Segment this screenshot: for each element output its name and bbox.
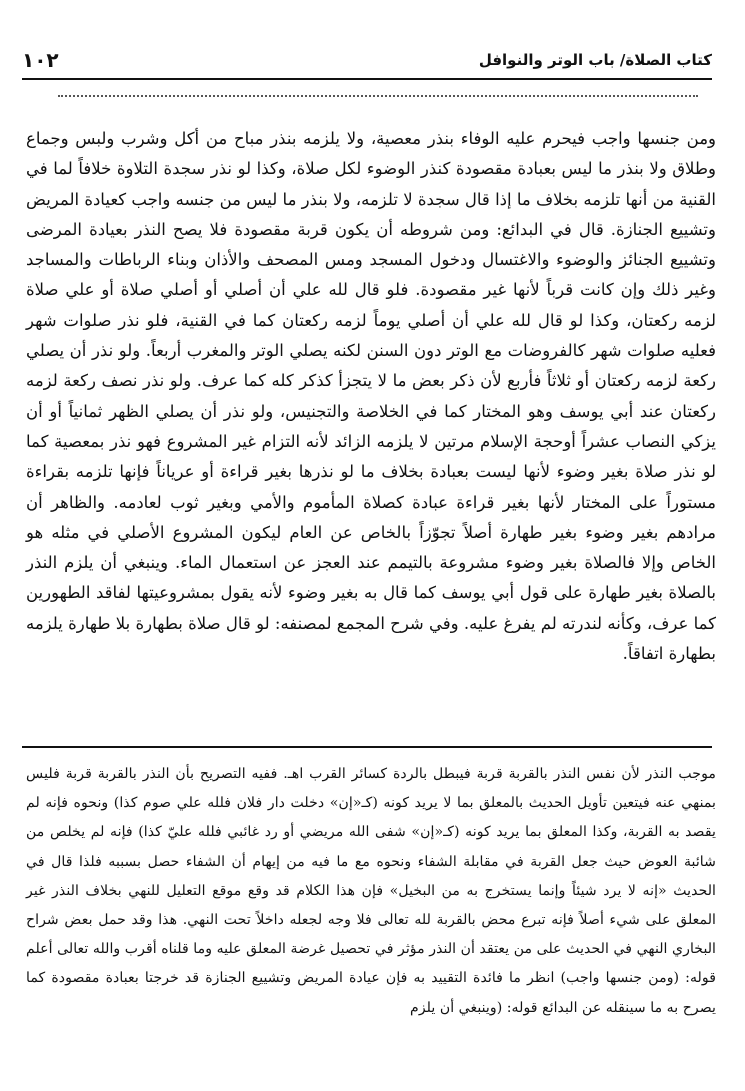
footnote-section: [26, 760, 716, 1023]
dotted-separator: [58, 95, 698, 97]
footnote-rule: [22, 746, 712, 748]
header-rule: [22, 78, 712, 80]
footnote-paragraph: موجب النذر لأن نفس النذر بالقربة قربة فيبطل بالردة كسائر القرب اهـ. ففيه التصريح بأن النذر بالقربة قربة فليس بمنهي عنه فيتعين تأويل الحديث بالمعلق بما لا يريد كونه (كـ«إن» دخلت دار فلان فلله علي صوم كذا) ونحوه فإنه لم يقصد به القربة، وكذا المعلق بما يريد كونه (كـ«إن» شفى الله مريضي أو رد غائبي فلله عليّ كذا) فإنه لم يخلص من شائبة العوض حيث جعل القربة في مقابلة الشفاء ونحوه مع ما فيه من إيهام أن الشفاء حصل بسببه فلذا قال في الحديث «إنه لا يرد شيئاً وإنما يستخرج به من البخيل» فإن هذا الكلام قد وقع موقع التعليل للنهي بخلاف النذر غير المعلق على شيء أصلاً فإنه تبرع محض بالقربة لله تعالى فلا وجه لجعله داخلاً تحت النهي. هذا وقد حمل بعض شراح البخاري النهي في الحديث على من يعتقد أن النذر مؤثر في تحصيل غرضة المعلق عليه وما قلناه أقرب والله تعالى أعلم قوله: (ومن جنسها واجب) انظر ما فائدة التقييد به فإن عيادة المريض وتشييع الجنازة قد خرجتا بعبادة مقصودة كما يصرح به ما سينقله عن البدائع قوله: (وينبغي أن يلزم: [26, 766, 716, 1016]
page-number: ١٠٢: [22, 48, 59, 72]
main-paragraph: ومن جنسها واجب فيحرم عليه الوفاء بنذر معصية، ولا يلزمه بنذر مباح من أكل وشرب ولبس وجماع وطلاق ولا بنذر ما ليس بعبادة مقصودة كنذر الوضوء لكل صلاة، وكذا لو نذر سجدة التلاوة خلافاً لما في القنية من أنها تلزمه بخلاف ما إذا قال سجدة لا تلزمه، ولا بنذر ما ليس من جنسه واجب كعيادة المريض وتشييع الجنازة. قال في البدائع: ومن شروطه أن يكون قربة مقصودة فلا يصح النذر بعيادة المرضى وتشييع الجنائز والوضوء والاغتسال ودخول المسجد ومس المصحف والأذان وبناء الرباطات والمساجد وغير ذلك وإن كانت قرباً لأنها غير مقصودة. فلو قال لله علي أن أصلي أو أصلي صلاة أو علي صلاة لزمه ركعتان، وكذا لو قال لله علي أن أصلي يوماً لزمه ركعتان كما في القنية، فلو نذر صلوات شهر فعليه صلوات شهر كالفروضات مع الوتر دون السنن لكنه يصلي الوتر والمغرب أربعاً. ولو نذر أن يصلي ركعة لزمه ركعتان أو ثلاثاً فأربع لأن ذكر بعض ما لا يتجزأ كذكر كله كما عرف. ولو نذر نصف ركعة لزمه ركعتان عند أبي يوسف وهو المختار كما في الخلاصة والتجنيس، ولو نذر أن يصلي الظهر ثمانياً أو أن يزكي النصاب عشراً أوحجة الإسلام مرتين لا يلزمه الزائد لأنه التزام غير المشروع فهو نذر بمعصية كما لو نذر صلاة بغير وضوء لأنها ليست بعبادة بخلاف ما لو نذرها بغير قراءة أو عرياناً فإنها تلزمه بقراءة مستوراً على المختار لأنها بغير قراءة عبادة كصلاة المأموم والأمي وبغير ثوب لعادمه. والظاهر أن مرادهم بغير وضوء بغير طهارة أصلاً تجوّزاً بالخاص عن العام ليكون المشروع الأصلي في مثله هو الخاص وإلا فالصلاة بغير وضوء مشروعة بالتيمم عند العجز عن استعمال الماء. وينبغي أن يلزم النذر بالصلاة بغير طهارة على قول أبي يوسف كما قال به بغير وضوء لأنه يقول بمشروعيتها لفاقد الطهورين كما عرف، وكأنه لندرته لم يفرغ عليه. وفي شرح المجمع لمصنفه: لو قال صلاة بطهارة بلا طهارة يلزمه بطهارة اتفاقاً.: [26, 129, 716, 664]
main-text: [26, 124, 716, 669]
chapter-title: كتاب الصلاة/ باب الوتر والنوافل: [478, 51, 712, 69]
page-header: [22, 42, 712, 78]
